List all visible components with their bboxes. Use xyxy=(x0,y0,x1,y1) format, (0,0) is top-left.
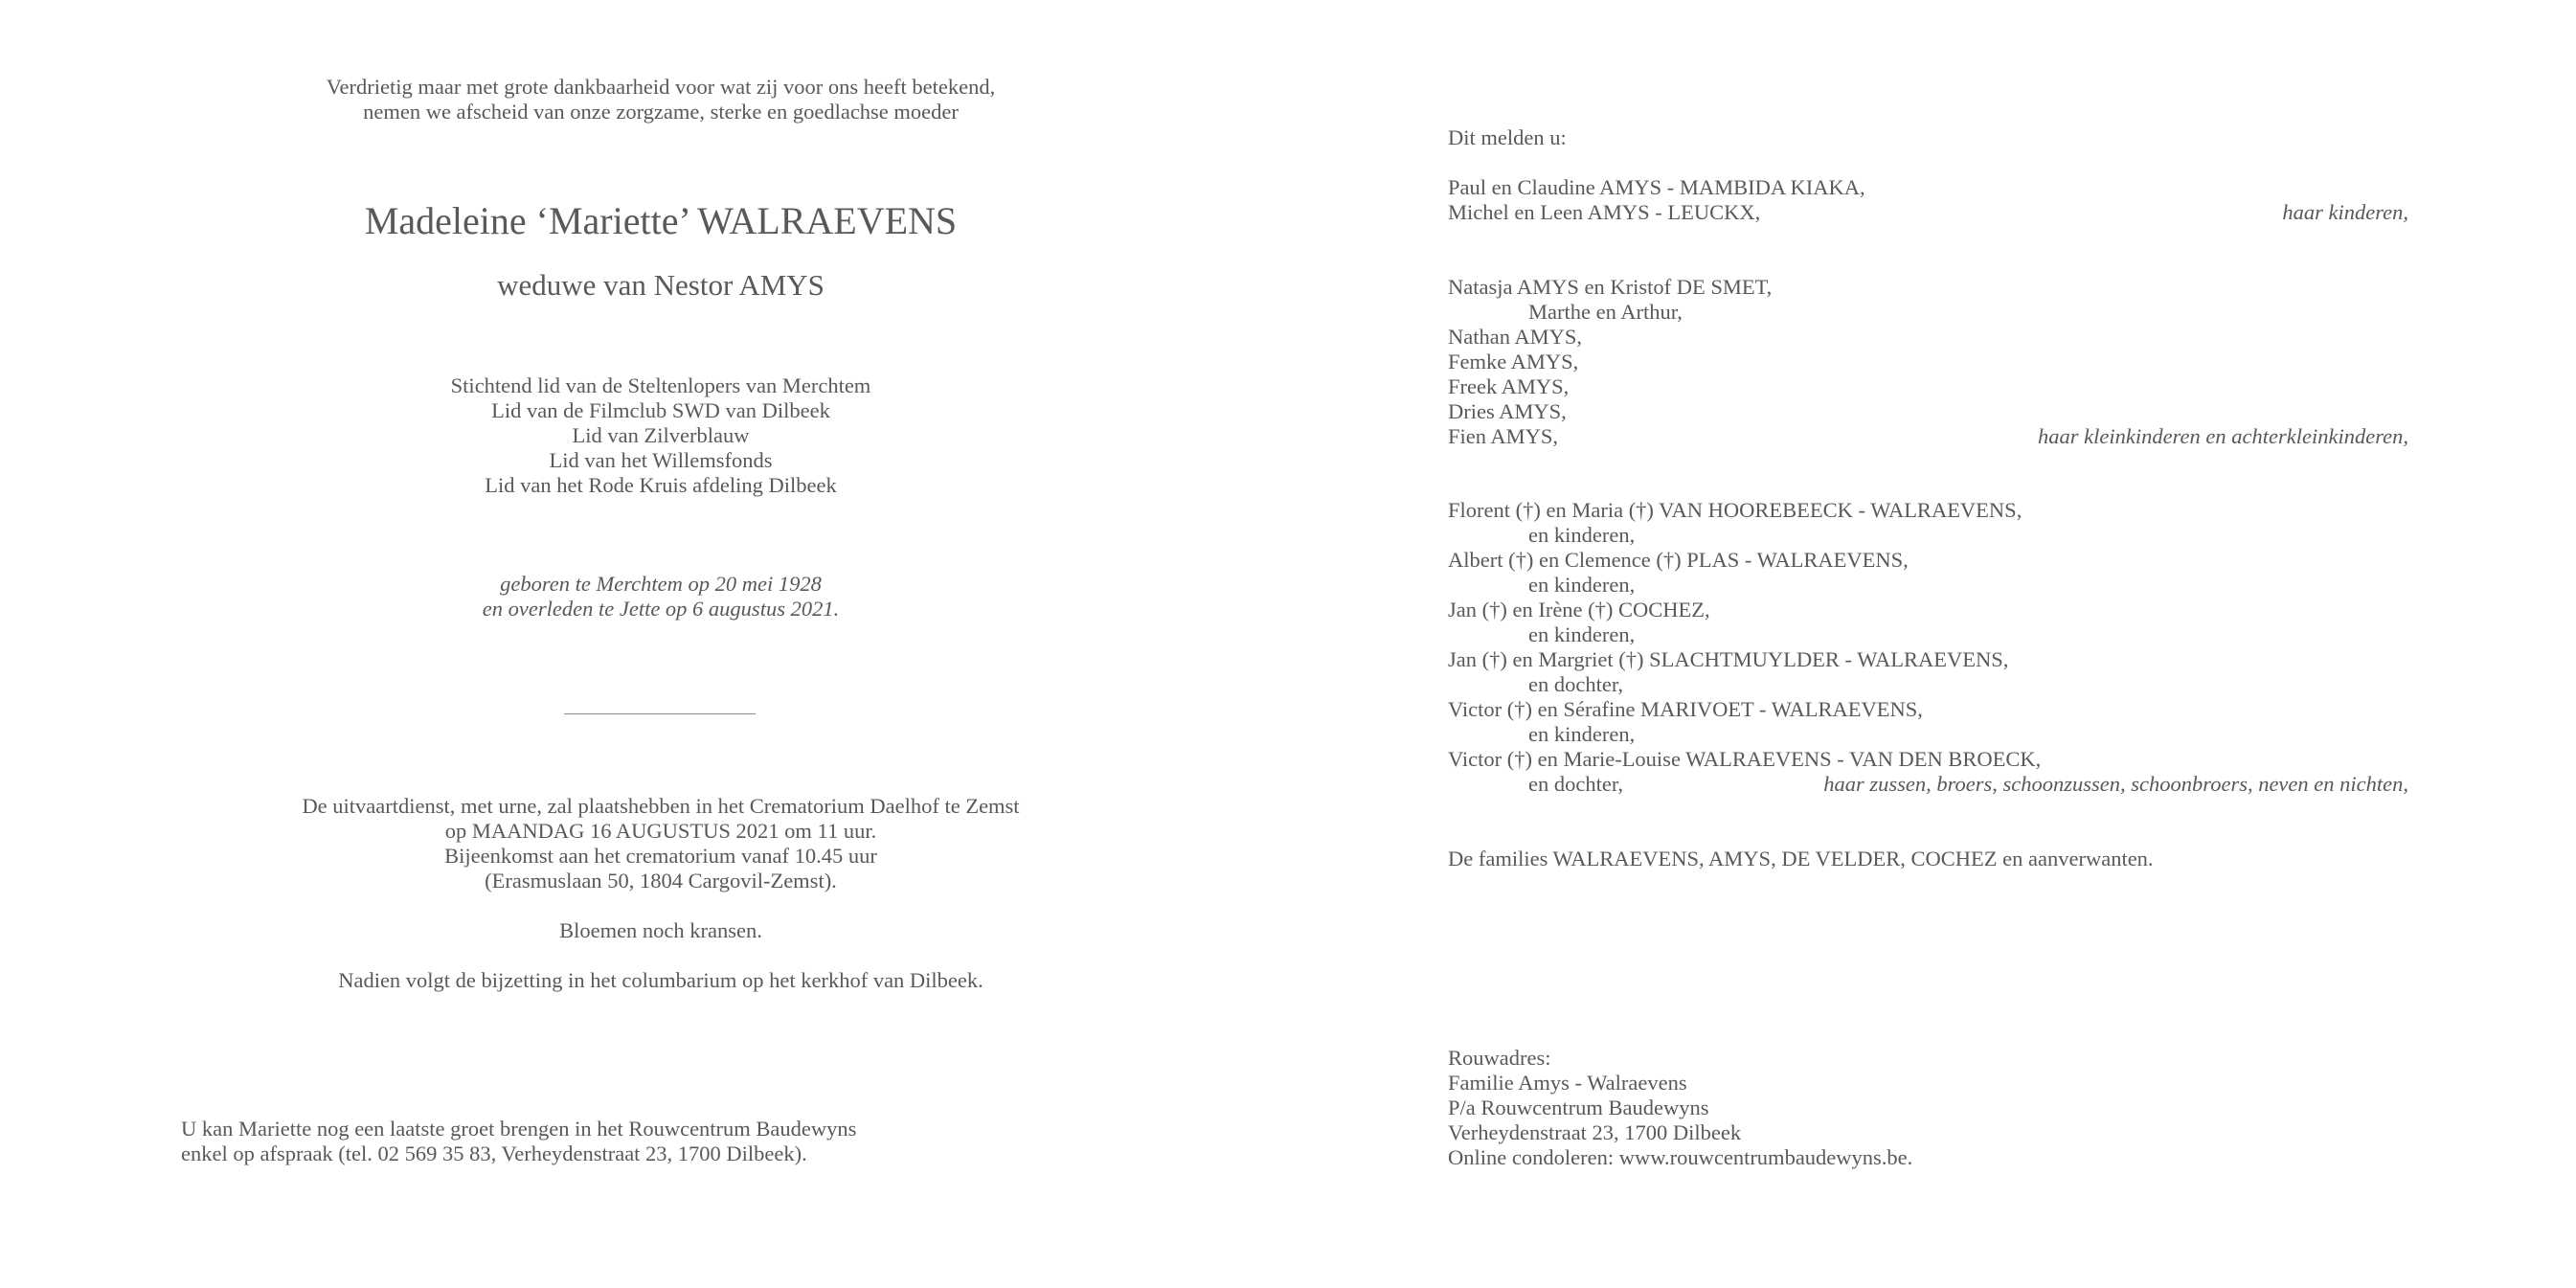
sibling-row xyxy=(1448,647,2408,672)
child-entry: Paul en Claudine AMYS - MAMBIDA KIAKA, xyxy=(1448,175,1865,199)
address-row xyxy=(1448,1120,2408,1145)
grandchild-row xyxy=(1448,300,2408,325)
visit-note xyxy=(181,1117,856,1166)
death-line: en overleden te Jette op 6 augustus 2021. xyxy=(482,597,840,621)
separator-line xyxy=(564,713,756,714)
sibling-entry: Victor (†) en Marie-Louise WALRAEVENS - VAN DEN BROECK, xyxy=(1448,747,2042,771)
sibling-row xyxy=(1448,747,2408,772)
grandchild-entry: Dries AMYS, xyxy=(1448,399,1567,423)
sibling-entry: Jan (†) en Margriet (†) SLACHTMUYLDER - WALRAEVENS, xyxy=(1448,647,2009,671)
address-row xyxy=(1448,1046,2408,1071)
grandchildren-label: haar kleinkinderen en achterkleinkinderen, xyxy=(2038,424,2408,448)
grandchild-row xyxy=(1448,399,2408,424)
address-line: Verheydenstraat 23, 1700 Dilbeek xyxy=(1448,1120,1742,1144)
sibling-row xyxy=(1448,573,2408,598)
sibling-entry: en kinderen, xyxy=(1528,573,1636,597)
grandchild-entry: Freek AMYS, xyxy=(1448,374,1570,398)
announce-text: Dit melden u: xyxy=(1448,125,1567,149)
burial-note xyxy=(0,968,1322,993)
deceased-name-block xyxy=(0,198,1322,244)
sibling-entry: Florent (†) en Maria (†) VAN HOOREBEECK - WALRAEVENS, xyxy=(1448,498,2022,522)
address-row xyxy=(1448,1096,2408,1120)
service-line: (Erasmuslaan 50, 1804 Cargovil-Zemst). xyxy=(485,869,837,893)
children-label: haar kinderen, xyxy=(2282,200,2408,224)
visit-line: enkel op afspraak (tel. 02 569 35 83, Verheydenstraat 23, 1700 Dilbeek). xyxy=(181,1141,807,1165)
service-line: De uitvaartdienst, met urne, zal plaatshebben in het Crematorium Daelhof te Zemst xyxy=(302,794,1020,818)
life-dates xyxy=(0,572,1322,621)
memberships xyxy=(0,373,1322,498)
sibling-row xyxy=(1448,498,2408,523)
siblings-label: haar zussen, broers, schoonzussen, schoonbroers, neven en nichten, xyxy=(1823,772,2408,796)
address-line: Familie Amys - Walraevens xyxy=(1448,1071,1687,1095)
address-row xyxy=(1448,1071,2408,1096)
burial-text: Nadien volgt de bijzetting in het columbarium op het kerkhof van Dilbeek. xyxy=(338,968,983,992)
service-line: op MAANDAG 16 AUGUSTUS 2021 om 11 uur. xyxy=(444,819,877,843)
families-row xyxy=(1448,847,2408,871)
grandchild-entry: Marthe en Arthur, xyxy=(1528,300,1683,324)
birth-line: geboren te Merchtem op 20 mei 1928 xyxy=(500,572,822,596)
grandchild-row xyxy=(1448,374,2408,399)
membership-item: Lid van de Filmclub SWD van Dilbeek xyxy=(491,398,830,422)
service-line: Bijeenkomst aan het crematorium vanaf 10.45 uur xyxy=(444,844,877,868)
sibling-row xyxy=(1448,672,2408,697)
flowers-text: Bloemen noch kransen. xyxy=(559,918,762,942)
widow-of: weduwe van Nestor AMYS xyxy=(497,268,825,302)
sibling-row xyxy=(1448,598,2408,622)
address-line: P/a Rouwcentrum Baudewyns xyxy=(1448,1096,1709,1119)
sibling-entry: Albert (†) en Clemence (†) PLAS - WALRAEVENS, xyxy=(1448,548,1909,572)
grandchild-entry: Femke AMYS, xyxy=(1448,350,1579,373)
sibling-row xyxy=(1448,523,2408,548)
grandchild-entry: Fien AMYS, xyxy=(1448,424,1559,448)
address-heading: Rouwadres: xyxy=(1448,1046,1551,1070)
sibling-row xyxy=(1448,722,2408,747)
grandchild-row xyxy=(1448,275,2408,300)
grandchild-row xyxy=(1448,424,2408,449)
grandchild-row xyxy=(1448,350,2408,374)
children-row xyxy=(1448,200,2408,225)
sibling-row xyxy=(1448,772,2408,797)
grandchild-row xyxy=(1448,325,2408,350)
membership-item: Lid van het Willemsfonds xyxy=(549,448,773,472)
sibling-entry: Jan (†) en Irène (†) COCHEZ, xyxy=(1448,598,1710,621)
intro-text xyxy=(0,75,1322,124)
deceased-name: Madeleine ‘Mariette’ WALRAEVENS xyxy=(364,199,958,242)
sibling-entry: Victor (†) en Sérafine MARIVOET - WALRAEVENS, xyxy=(1448,697,1923,721)
intro-line: nemen we afscheid van onze zorgzame, sterke en goedlachse moeder xyxy=(363,100,959,124)
membership-item: Stichtend lid van de Steltenlopers van Merchtem xyxy=(450,373,871,397)
visit-line: U kan Mariette nog een laatste groet brengen in het Rouwcentrum Baudewyns xyxy=(181,1117,857,1141)
children-row xyxy=(1448,175,2408,200)
flowers-note xyxy=(0,918,1322,943)
right-page xyxy=(1448,0,2406,1288)
announce-row xyxy=(1448,125,2408,150)
sibling-row xyxy=(1448,548,2408,573)
sibling-row xyxy=(1448,622,2408,647)
membership-item: Lid van Zilverblauw xyxy=(572,423,750,447)
address-row xyxy=(1448,1145,2408,1170)
grandchild-entry: Natasja AMYS en Kristof DE SMET, xyxy=(1448,275,1773,299)
sibling-entry: en kinderen, xyxy=(1528,622,1636,646)
condolence-line: Online condoleren: www.rouwcentrumbaudewyns.be. xyxy=(1448,1145,1913,1169)
intro-line: Verdrietig maar met grote dankbaarheid voor wat zij voor ons heeft betekend, xyxy=(326,75,996,99)
sibling-entry: en kinderen, xyxy=(1528,523,1636,547)
funeral-service xyxy=(0,794,1322,893)
child-entry: Michel en Leen AMYS - LEUCKX, xyxy=(1448,200,1761,224)
widow-block xyxy=(0,267,1322,304)
families-text: De families WALRAEVENS, AMYS, DE VELDER, COCHEZ en aanverwanten. xyxy=(1448,847,2154,870)
sibling-entry: en dochter, xyxy=(1528,772,1624,796)
sibling-row xyxy=(1448,697,2408,722)
sibling-entry: en dochter, xyxy=(1528,672,1624,696)
sibling-entry: en kinderen, xyxy=(1528,722,1636,746)
membership-item: Lid van het Rode Kruis afdeling Dilbeek xyxy=(485,473,837,497)
grandchild-entry: Nathan AMYS, xyxy=(1448,325,1582,349)
